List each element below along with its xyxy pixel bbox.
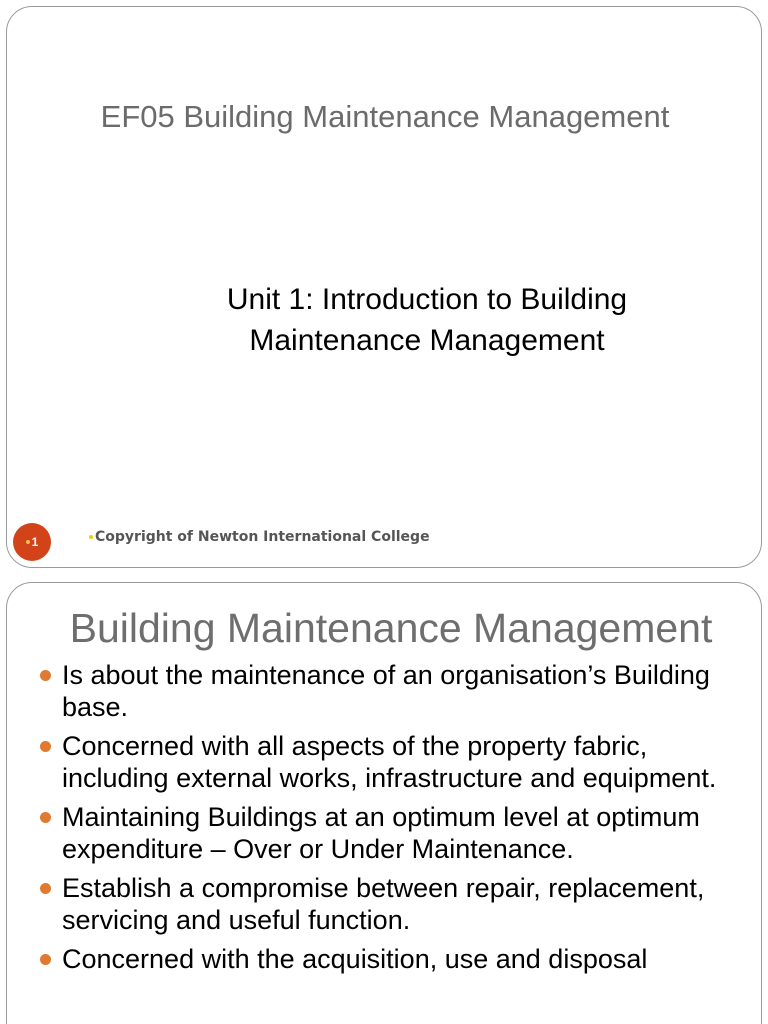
bullet-icon — [40, 812, 51, 823]
slide-number-badge — [13, 523, 51, 561]
slide-1-subtitle — [177, 279, 677, 361]
bullet-icon — [40, 954, 51, 965]
bullet-item — [37, 943, 749, 975]
copyright-text: Copyright of Newton International College — [95, 529, 430, 545]
bullet-icon — [40, 741, 51, 752]
bullet-list — [37, 659, 749, 982]
slide-1-subtitle-line-2: Maintenance Management — [249, 324, 605, 357]
bullet-icon — [40, 883, 51, 894]
slide-2-title: Building Maintenance Management — [69, 605, 713, 651]
slide-1-title: EF05 Building Maintenance Management — [100, 99, 670, 134]
slide-1 — [6, 6, 762, 568]
bullet-text: Concerned with all aspects of the property fabric, including external works, infrastructure and equipment. — [62, 731, 717, 793]
slide-1-subtitle-line-1: Unit 1: Introduction to Building — [226, 283, 628, 316]
bullet-text: Maintaining Buildings at an optimum level at optimum expenditure – Over or Under Maintenance. — [62, 802, 700, 864]
bullet-text: Concerned with the acquisition, use and disposal — [62, 944, 648, 974]
bullet-text: Establish a compromise between repair, replacement, servicing and useful function. — [62, 873, 705, 935]
slide-number: 1 — [31, 535, 39, 549]
bullet-dot-icon — [26, 540, 30, 544]
bullet-dot-icon — [89, 535, 93, 539]
slide-2 — [6, 582, 762, 1024]
bullet-text: Is about the maintenance of an organisation’s Building base. — [62, 660, 710, 722]
copyright-footer — [89, 529, 430, 545]
bullet-item — [37, 659, 749, 723]
bullet-icon — [40, 670, 51, 681]
bullet-item — [37, 801, 749, 865]
bullet-item — [37, 730, 749, 794]
bullet-item — [37, 872, 749, 936]
